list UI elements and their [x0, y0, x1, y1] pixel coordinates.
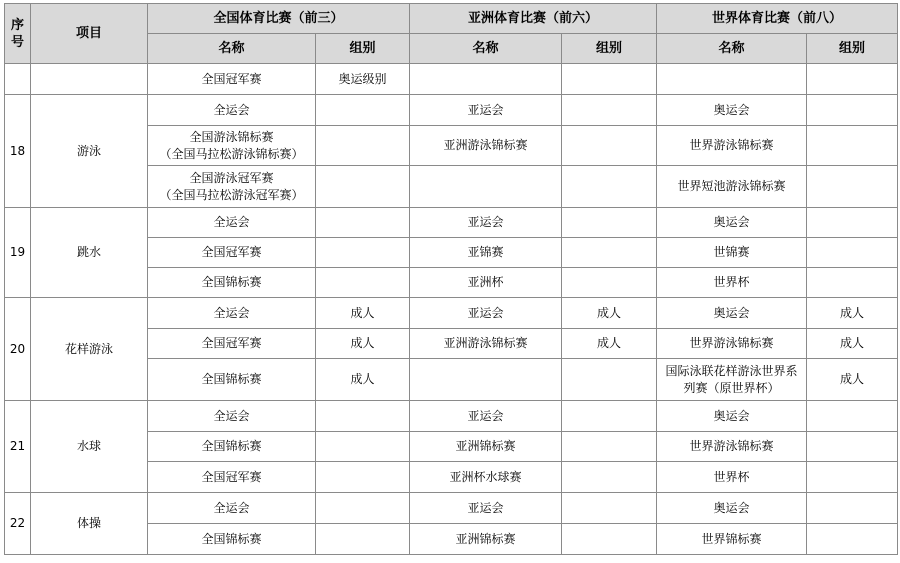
sport-name: 体操	[31, 493, 148, 555]
world-name-cell: 世锦赛	[657, 238, 807, 268]
national-name-header: 名称	[148, 34, 316, 64]
asian-category-cell	[562, 64, 657, 95]
world-category-header: 组别	[807, 34, 898, 64]
table-row	[5, 493, 898, 524]
national-name-cell: 全国冠军赛	[148, 238, 316, 268]
world-name-cell: 奥运会	[657, 401, 807, 432]
world-name-cell: 奥运会	[657, 493, 807, 524]
asian-name-cell: 亚洲游泳锦标赛	[410, 329, 562, 359]
sport-name	[31, 64, 148, 95]
asian-category-cell: 成人	[562, 298, 657, 329]
world-category-cell	[807, 493, 898, 524]
asian-name-cell: 亚运会	[410, 208, 562, 238]
table-row	[5, 95, 898, 126]
asian-name-header: 名称	[410, 34, 562, 64]
sport-name: 水球	[31, 401, 148, 493]
national-name-cell: 全运会	[148, 401, 316, 432]
world-name-cell: 世界短池游泳锦标赛	[657, 166, 807, 208]
asian-category-cell	[562, 493, 657, 524]
world-category-cell	[807, 208, 898, 238]
national-name-cell: 全国锦标赛	[148, 268, 316, 298]
asian-name-cell: 亚洲锦标赛	[410, 524, 562, 555]
asian-name-cell: 亚运会	[410, 401, 562, 432]
national-category-cell	[316, 401, 410, 432]
world-category-cell: 成人	[807, 359, 898, 401]
row-number: 19	[5, 208, 31, 298]
national-name-cell: 全运会	[148, 298, 316, 329]
asian-category-header: 组别	[562, 34, 657, 64]
table-body	[5, 64, 898, 555]
national-group-header: 全国体育比赛（前三）	[148, 4, 410, 34]
world-category-cell	[807, 238, 898, 268]
world-name-cell: 国际泳联花样游泳世界系 列赛（原世界杯）	[657, 359, 807, 401]
asian-name-cell: 亚运会	[410, 95, 562, 126]
national-category-cell	[316, 268, 410, 298]
world-name-cell: 世界游泳锦标赛	[657, 126, 807, 166]
world-name-cell: 奥运会	[657, 95, 807, 126]
table-row	[5, 298, 898, 329]
asian-name-cell: 亚洲杯水球赛	[410, 462, 562, 493]
national-name-cell: 全国游泳冠军赛 （全国马拉松游泳冠军赛）	[148, 166, 316, 208]
table-row	[5, 64, 898, 95]
national-name-cell: 全国锦标赛	[148, 359, 316, 401]
world-name-cell	[657, 64, 807, 95]
national-category-cell	[316, 493, 410, 524]
world-category-cell	[807, 524, 898, 555]
national-category-header: 组别	[316, 34, 410, 64]
national-name-cell: 全运会	[148, 95, 316, 126]
world-name-cell: 世界锦标赛	[657, 524, 807, 555]
world-category-cell: 成人	[807, 298, 898, 329]
sport-name: 游泳	[31, 95, 148, 208]
asian-category-cell: 成人	[562, 329, 657, 359]
national-category-cell	[316, 208, 410, 238]
national-name-cell: 全运会	[148, 208, 316, 238]
world-category-cell	[807, 64, 898, 95]
asian-category-cell	[562, 95, 657, 126]
seq-header: 序号	[5, 4, 31, 64]
asian-category-cell	[562, 238, 657, 268]
world-category-cell: 成人	[807, 329, 898, 359]
national-name-cell: 全国游泳锦标赛 （全国马拉松游泳锦标赛）	[148, 126, 316, 166]
world-name-header: 名称	[657, 34, 807, 64]
national-category-cell	[316, 166, 410, 208]
asian-category-cell	[562, 524, 657, 555]
world-category-cell	[807, 268, 898, 298]
world-group-header: 世界体育比赛（前八）	[657, 4, 898, 34]
national-name-cell: 全国冠军赛	[148, 64, 316, 95]
national-category-cell: 奥运级别	[316, 64, 410, 95]
asian-category-cell	[562, 359, 657, 401]
row-number	[5, 64, 31, 95]
national-category-cell	[316, 462, 410, 493]
national-category-cell: 成人	[316, 359, 410, 401]
world-name-cell: 世界杯	[657, 462, 807, 493]
table-header	[5, 4, 898, 64]
asian-group-header: 亚洲体育比赛（前六）	[410, 4, 657, 34]
world-name-cell: 世界杯	[657, 268, 807, 298]
asian-name-cell	[410, 166, 562, 208]
national-name-cell: 全国锦标赛	[148, 524, 316, 555]
competition-table	[4, 3, 898, 555]
world-name-cell: 奥运会	[657, 298, 807, 329]
national-category-cell	[316, 126, 410, 166]
row-number: 18	[5, 95, 31, 208]
world-category-cell	[807, 462, 898, 493]
asian-name-cell	[410, 64, 562, 95]
world-name-cell: 世界游泳锦标赛	[657, 329, 807, 359]
national-name-cell: 全国冠军赛	[148, 462, 316, 493]
national-category-cell	[316, 432, 410, 462]
table-row	[5, 208, 898, 238]
world-category-cell	[807, 432, 898, 462]
asian-name-cell	[410, 359, 562, 401]
asian-category-cell	[562, 432, 657, 462]
item-header: 项目	[31, 4, 148, 64]
world-category-cell	[807, 95, 898, 126]
row-number: 22	[5, 493, 31, 555]
world-name-cell: 世界游泳锦标赛	[657, 432, 807, 462]
national-category-cell: 成人	[316, 298, 410, 329]
national-category-cell	[316, 524, 410, 555]
asian-category-cell	[562, 462, 657, 493]
row-number: 21	[5, 401, 31, 493]
national-name-cell: 全运会	[148, 493, 316, 524]
asian-name-cell: 亚洲游泳锦标赛	[410, 126, 562, 166]
asian-name-cell: 亚运会	[410, 493, 562, 524]
national-category-cell: 成人	[316, 329, 410, 359]
asian-category-cell	[562, 401, 657, 432]
asian-category-cell	[562, 208, 657, 238]
asian-name-cell: 亚锦赛	[410, 238, 562, 268]
national-category-cell	[316, 238, 410, 268]
world-category-cell	[807, 166, 898, 208]
asian-category-cell	[562, 126, 657, 166]
world-name-cell: 奥运会	[657, 208, 807, 238]
world-category-cell	[807, 126, 898, 166]
table-row	[5, 401, 898, 432]
national-name-cell: 全国锦标赛	[148, 432, 316, 462]
asian-category-cell	[562, 166, 657, 208]
world-category-cell	[807, 401, 898, 432]
sport-name: 跳水	[31, 208, 148, 298]
asian-name-cell: 亚洲锦标赛	[410, 432, 562, 462]
sport-name: 花样游泳	[31, 298, 148, 401]
national-category-cell	[316, 95, 410, 126]
row-number: 20	[5, 298, 31, 401]
asian-category-cell	[562, 268, 657, 298]
national-name-cell: 全国冠军赛	[148, 329, 316, 359]
asian-name-cell: 亚洲杯	[410, 268, 562, 298]
asian-name-cell: 亚运会	[410, 298, 562, 329]
